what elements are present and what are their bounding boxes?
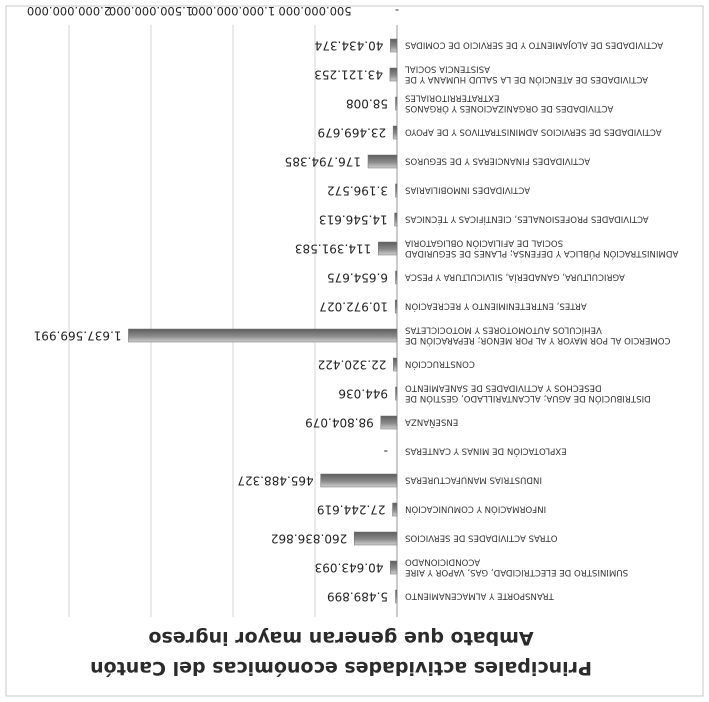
category-label: ACTIVIDADES PROFESIONALES, CIENTÍFICAS Y TÉCNICAS (405, 213, 649, 224)
value-label: 22.320.422 (317, 357, 387, 372)
value-label: 465.488.327 (237, 473, 314, 488)
category-label: EXTRATERRITORIALES (405, 92, 500, 103)
value-label: 27.244.619 (316, 502, 386, 517)
value-label: 14.546.613 (318, 212, 388, 227)
value-label: 43.121.253 (314, 67, 383, 82)
category-label: INDUSTRIAS MANUFACTURERAS (405, 474, 542, 485)
value-label: 58.008 (346, 96, 388, 111)
value-label: 40.434.374 (314, 38, 384, 53)
bar (321, 474, 397, 487)
bar (396, 97, 398, 110)
bar (390, 561, 397, 574)
chart-title-line-1: Principales actividades económicas del Cantón (90, 657, 592, 679)
bar (381, 416, 397, 429)
category-label: ACTIVIDADES FINANCIERAS Y DE SEGUROS (405, 155, 591, 166)
category-label: SOCIAL DE AFILIACIÓN OBLIGATORIA (405, 237, 564, 248)
bar (378, 242, 397, 255)
bar (396, 387, 398, 400)
value-label: 23.469.679 (317, 125, 387, 140)
bar (395, 213, 397, 226)
value-label: 3.196.572 (326, 183, 388, 198)
category-label: COMERCIO AL POR MAYOR Y AL POR MENOR; REPARACIÓN DE (405, 334, 671, 345)
x-axis-ticks (27, 4, 399, 18)
x-tick-label: 500.000.000 (278, 4, 352, 18)
x-tick-label: 1.500.000.000 (108, 4, 194, 18)
bar (354, 532, 397, 545)
category-label: ACTIVIDADES DE SERVICIOS ADMINISTRATIVOS Y DE APOYO (405, 126, 662, 137)
category-label: ACTIVIDADES DE ALOJAMIENTO Y DE SERVICIO DE COMIDAS (405, 39, 664, 50)
category-label: DESECHOS Y ACTIVIDADES DE SANEAMIENTO (405, 382, 602, 393)
category-label: ENSEÑANZA (405, 416, 459, 427)
value-label: 114.391.583 (294, 241, 372, 256)
value-label: 40.643.093 (314, 560, 384, 575)
category-label: CONSTRUCCIÓN (405, 358, 475, 369)
bar (390, 39, 397, 52)
bar (393, 358, 397, 371)
bar (396, 590, 398, 603)
value-label: 176.794.385 (284, 154, 362, 169)
bar (393, 126, 397, 139)
x-tick-label: - (394, 4, 400, 18)
category-label: OTRAS ACTIVIDADES DE SERVICIOS (405, 532, 558, 543)
value-label: 1.637.569.991 (33, 328, 122, 343)
category-label: ACONDICIONADO (405, 556, 481, 567)
bar (393, 503, 397, 516)
category-label: ACTIVIDADES DE ATENCIÓN DE LA SALUD HUMANA Y DE (405, 73, 649, 84)
bar (368, 155, 397, 168)
value-label: 5.489.899 (326, 589, 388, 604)
category-label: TRANSPORTE Y ALMACENAMIENTO (405, 590, 554, 601)
bar (396, 271, 398, 284)
chart-title-line-2: Ambato que generan mayor ingreso (148, 627, 534, 649)
category-label: VEHÍCULOS AUTOMOTORES Y MOTOCICLETAS (405, 324, 602, 335)
category-label: INFORMACIÓN Y COMUNICACIÓN (405, 503, 547, 514)
category-label: ADMINISTRACIÓN PÚBLICA Y DEFENSA; PLANES DE SEGURIDAD (405, 247, 679, 258)
category-label: DISTRIBUCIÓN DE AGUA; ALCANTARILLADO, GESTIÓN DE (405, 392, 651, 403)
category-label: AGRICULTURA, GANADERÍA, SILVICULTURA Y PESCA (405, 271, 625, 282)
category-label: ACTIVIDADES INMOBILIARIAS (405, 184, 531, 195)
bar (396, 184, 398, 197)
x-tick-label: 1.000.000.000 (190, 4, 276, 18)
category-label: ACTIVIDADES DE ORGANIZACIONES Y ÓRGANOS (405, 102, 614, 113)
value-label: 6.654.675 (326, 270, 388, 285)
value-label: - (383, 444, 388, 459)
value-label: 98.804.079 (305, 415, 374, 430)
category-label: ASISTENCIA SOCIAL (405, 63, 490, 74)
category-label: ARTES, ENTRETENIMIENTO Y RECREACIÓN (405, 300, 587, 311)
bar (390, 68, 397, 81)
value-label: 10.972.027 (319, 299, 388, 314)
x-tick-label: 2.000.000.000 (26, 4, 112, 18)
value-label: 944.036 (338, 386, 388, 401)
category-label: EXPLOTACIÓN DE MINAS Y CANTERAS (405, 445, 567, 456)
bar (128, 329, 397, 342)
category-label: SUMINISTRO DE ELECTRICIDAD, GAS, VAPOR Y AIRE (405, 566, 629, 577)
bar (395, 300, 397, 313)
value-label: 260.836.862 (270, 531, 348, 546)
